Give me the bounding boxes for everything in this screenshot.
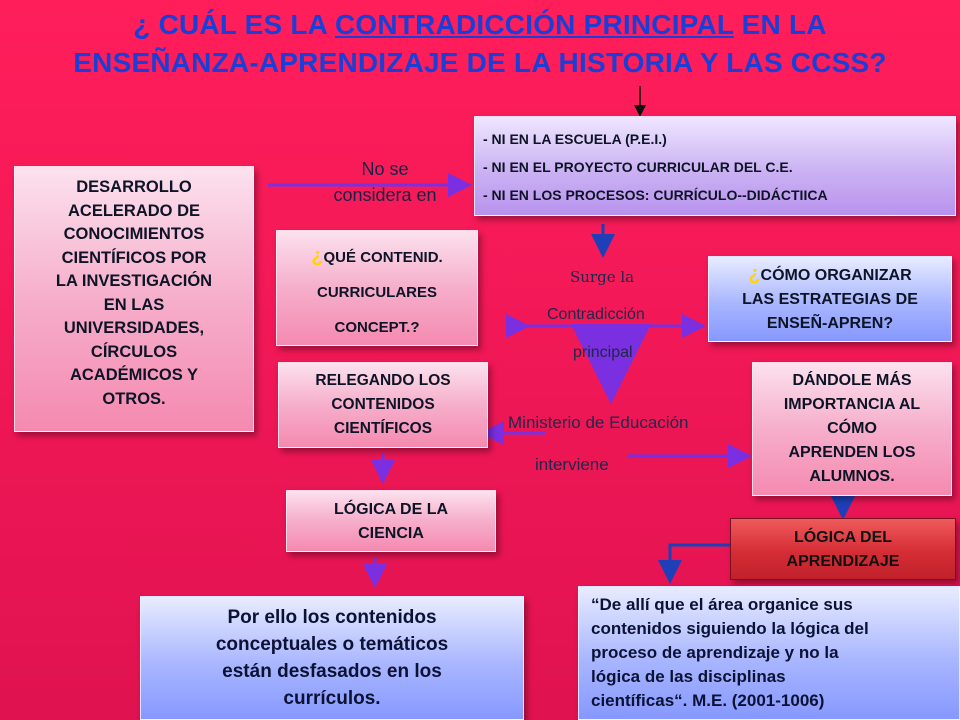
- no-se-line2: considera en: [333, 185, 437, 205]
- logica-aprendizaje-line1: LÓGICA DEL: [793, 529, 893, 546]
- como-line1: CÓMO ORGANIZAR: [760, 267, 912, 284]
- escuela-item: - NI EN LA ESCUELA (P.E.I.): [483, 131, 667, 147]
- escuela-item: - NI EN LOS PROCESOS: CURRÍCULO--DIDÁCTIICA: [483, 187, 828, 203]
- conocimientos-line: ACELERADO DE: [67, 201, 200, 220]
- dandole-line4: APRENDEN LOS: [788, 444, 916, 461]
- dandole-line2: IMPORTANCIA AL: [783, 396, 921, 413]
- quote-line: “De allí que el área organice sus: [591, 595, 853, 614]
- conocimientos-box: [14, 166, 254, 432]
- ministerio-line2: interviene: [535, 455, 609, 474]
- conocimientos-line: CÍRCULOS: [90, 342, 178, 361]
- como-line2: LAS ESTRATEGIAS DE: [742, 291, 918, 308]
- conocimientos-line: UNIVERSIDADES,: [63, 319, 205, 337]
- que-line3: CONCEPT.?: [334, 319, 420, 336]
- como-line3: ENSEÑ-APREN?: [766, 315, 894, 332]
- title-line1-post: EN LA: [733, 9, 827, 40]
- surge-line2: Contradicción: [547, 306, 645, 323]
- quote-line: científicas“. M.E. (2001-1006): [591, 691, 825, 710]
- desfasados-box: [140, 596, 524, 720]
- dandole-line3: CÓMO: [827, 420, 877, 437]
- title-line2: ENSEÑANZA-APRENDIZAJE DE LA HISTORIA Y LAS CCSS?: [73, 47, 887, 78]
- dandole-line5: ALUMNOS.: [809, 468, 895, 485]
- ministerio-label: [508, 402, 748, 486]
- relegando-line1: RELEGANDO LOS: [315, 372, 451, 389]
- no-se-line1: No se: [361, 159, 409, 179]
- conocimientos-line: CIENTÍFICOS POR: [61, 248, 207, 267]
- relegando-line3: CIENTÍFICOS: [333, 420, 433, 437]
- surge-contradiccion-label: [520, 258, 700, 372]
- title-line1-pre: ¿ CUÁL ES LA: [133, 9, 336, 40]
- conocimientos-line: OTROS.: [102, 389, 166, 408]
- conocimientos-line: EN LAS: [103, 295, 165, 314]
- dandole-box: [752, 362, 952, 496]
- que-line1: QUÉ CONTENID.: [323, 249, 443, 266]
- desfasados-line: están desfasados en los: [222, 661, 442, 682]
- quote-line: proceso de aprendizaje y no la: [591, 643, 839, 662]
- desfasados-line: Por ello los contenidos: [227, 607, 437, 628]
- dandole-line1: DÁNDOLE MÁS: [792, 372, 912, 389]
- surge-line1: Surge la: [570, 268, 635, 286]
- relegando-line2: CONTENIDOS: [331, 396, 435, 413]
- relegando-box: [278, 362, 488, 448]
- surge-line3: principal: [573, 344, 633, 361]
- que-line2: CURRICULARES: [317, 284, 437, 301]
- quote-line: contenidos siguiendo la lógica del: [591, 619, 869, 638]
- desfasados-line: currículos.: [283, 688, 381, 709]
- escuela-item: - NI EN EL PROYECTO CURRICULAR DEL C.E.: [483, 159, 793, 175]
- question-mark-icon: ¿: [748, 263, 761, 285]
- logica-aprendizaje-box: [730, 518, 956, 580]
- desfasados-line: conceptuales o temáticos: [215, 634, 449, 655]
- logica-ciencia-line2: CIENCIA: [358, 525, 424, 542]
- ministerio-line1: Ministerio de Educación: [508, 413, 689, 432]
- logica-aprendizaje-line2: APRENDIZAJE: [786, 553, 900, 570]
- arrow-aprendizaje-to-quote: [670, 545, 730, 578]
- title-line1-underlined: CONTRADICCIÓN PRINCIPAL: [335, 9, 734, 40]
- quote-line: lógica de las disciplinas: [591, 667, 786, 686]
- question-mark-icon: ¿: [311, 245, 324, 267]
- como-organizar-box: [708, 256, 952, 342]
- conocimientos-line: DESARROLLO: [76, 178, 192, 196]
- escuela-box: [474, 116, 956, 216]
- conocimientos-line: CONOCIMIENTOS: [63, 225, 205, 243]
- conocimientos-line: LA INVESTIGACIÓN: [55, 272, 213, 290]
- que-contenidos-box: [276, 230, 478, 346]
- no-se-considera-label: [300, 156, 470, 208]
- logica-ciencia-box: [286, 490, 496, 552]
- quote-box: [578, 586, 960, 720]
- conocimientos-line: ACADÉMICOS Y: [69, 366, 199, 384]
- logica-ciencia-line1: LÓGICA DE LA: [333, 501, 449, 518]
